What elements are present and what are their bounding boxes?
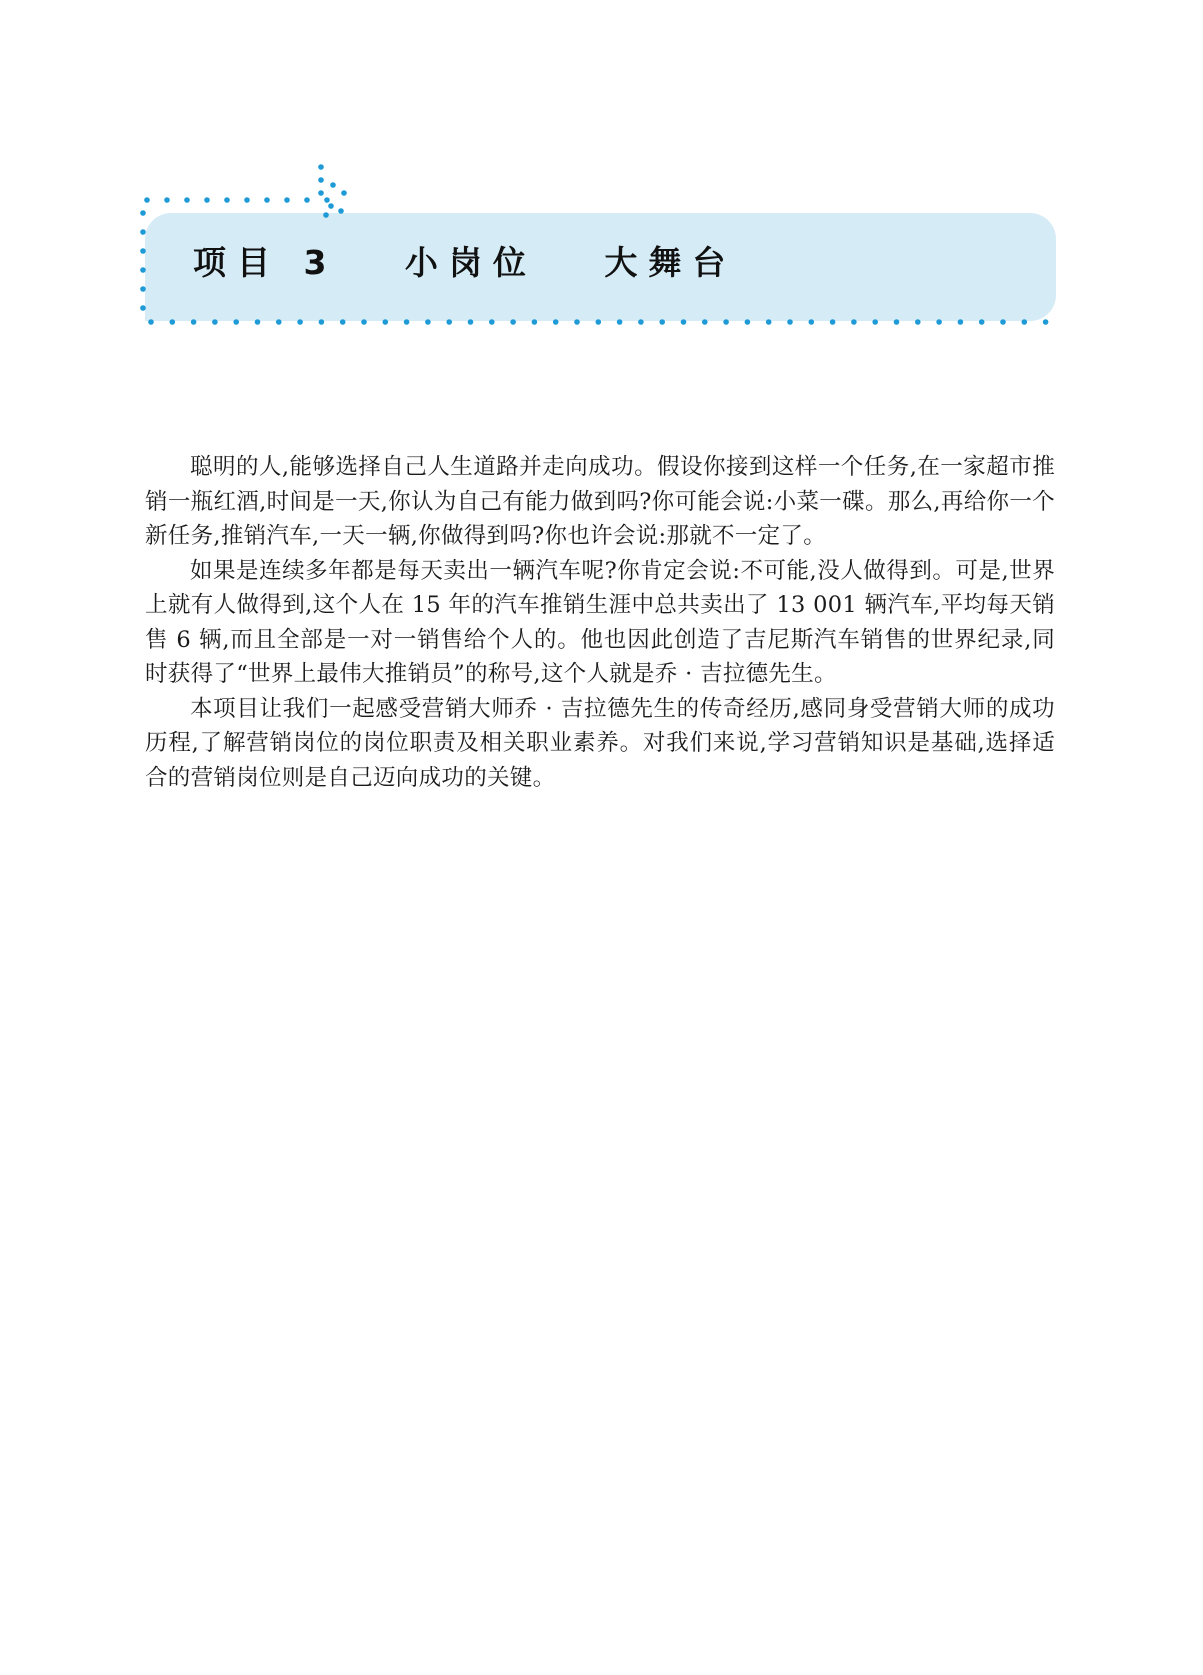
border-dot	[148, 319, 154, 325]
intro-text	[145, 450, 1055, 795]
title-banner	[143, 213, 1056, 321]
border-dot	[425, 319, 431, 325]
border-dot	[894, 319, 900, 325]
border-dot	[170, 319, 176, 325]
border-dot	[958, 319, 964, 325]
border-dot	[553, 319, 559, 325]
border-dot	[328, 203, 334, 209]
border-dot	[681, 319, 687, 325]
border-dot	[979, 319, 985, 325]
page-title: 项目 3 小岗位 大舞台	[193, 243, 737, 282]
border-dot	[745, 319, 751, 325]
border-dot	[766, 319, 772, 325]
border-dot	[617, 319, 623, 325]
border-dot	[304, 197, 310, 203]
border-dot	[341, 190, 347, 196]
border-dot	[191, 319, 197, 325]
border-dot	[284, 197, 290, 203]
border-dot	[510, 319, 516, 325]
border-dot	[404, 319, 410, 325]
border-dot	[1043, 319, 1049, 325]
border-dot	[338, 208, 344, 214]
border-dot	[638, 319, 644, 325]
border-dot	[915, 319, 921, 325]
border-dot	[318, 164, 324, 170]
border-dot	[297, 319, 303, 325]
border-dot	[1022, 319, 1028, 325]
paragraph: 聪明的人,能够选择自己人生道路并走向成功。假设你接到这样一个任务,在一家超市推销一瓶红酒,时间是一天,你认为自己有能力做到吗?你可能会说:小菜一碟。那么,再给你一个新任务,推销汽车,一天一辆,你做得到吗?你也许会说:那就不一定了。	[145, 454, 1055, 549]
border-dot	[383, 319, 389, 325]
border-dot	[787, 319, 793, 325]
border-dot	[318, 190, 324, 196]
border-dot	[140, 267, 146, 273]
border-dot	[140, 286, 146, 292]
border-dot	[830, 319, 836, 325]
border-dot	[164, 197, 170, 203]
border-dot	[468, 319, 474, 325]
border-dot	[361, 319, 367, 325]
border-dot	[244, 197, 250, 203]
border-dot	[255, 319, 261, 325]
border-dot	[532, 319, 538, 325]
border-dot	[140, 210, 146, 216]
border-dot	[233, 319, 239, 325]
border-dot	[140, 305, 146, 311]
border-dot	[330, 182, 336, 188]
border-dot	[340, 319, 346, 325]
border-dot	[723, 319, 729, 325]
border-dot	[212, 319, 218, 325]
border-dot	[224, 197, 230, 203]
border-dot	[318, 177, 324, 183]
border-dot	[264, 197, 270, 203]
border-dot	[809, 319, 815, 325]
border-dot	[1000, 319, 1006, 325]
border-dot	[574, 319, 580, 325]
border-dot	[204, 197, 210, 203]
border-dot	[276, 319, 282, 325]
border-dot	[319, 319, 325, 325]
border-dot	[659, 319, 665, 325]
border-dot	[140, 229, 146, 235]
paragraph: 本项目让我们一起感受营销大师乔 · 吉拉德先生的传奇经历,感同身受营销大师的成功历程,了解营销岗位的岗位职责及相关职业素养。对我们来说,学习营销知识是基础,选择适合的营销岗位则是自己迈向成功的关键。	[145, 695, 1055, 791]
border-dot	[702, 319, 708, 325]
border-dot	[851, 319, 857, 325]
border-dot	[446, 319, 452, 325]
border-dot	[144, 197, 150, 203]
paragraph: 如果是连续多年都是每天卖出一辆汽车呢?你肯定会说:不可能,没人做得到。可是,世界上就有人做得到,这个人在 15 年的汽车推销生涯中总共卖出了 13 001 辆汽车,平均每天销售 6 辆,而且全部是一对一销售给个人的。他也因此创造了吉尼斯汽车销售的世界纪录,同时获得了“世界上最伟大推销员”的称号,这个人就是乔 · 吉拉德先生。	[145, 557, 1055, 687]
border-dot	[323, 212, 329, 218]
border-dot	[936, 319, 942, 325]
border-dot	[184, 197, 190, 203]
border-dot	[324, 197, 330, 203]
border-dot	[596, 319, 602, 325]
border-dot	[140, 248, 146, 254]
border-dot	[489, 319, 495, 325]
border-dot	[872, 319, 878, 325]
